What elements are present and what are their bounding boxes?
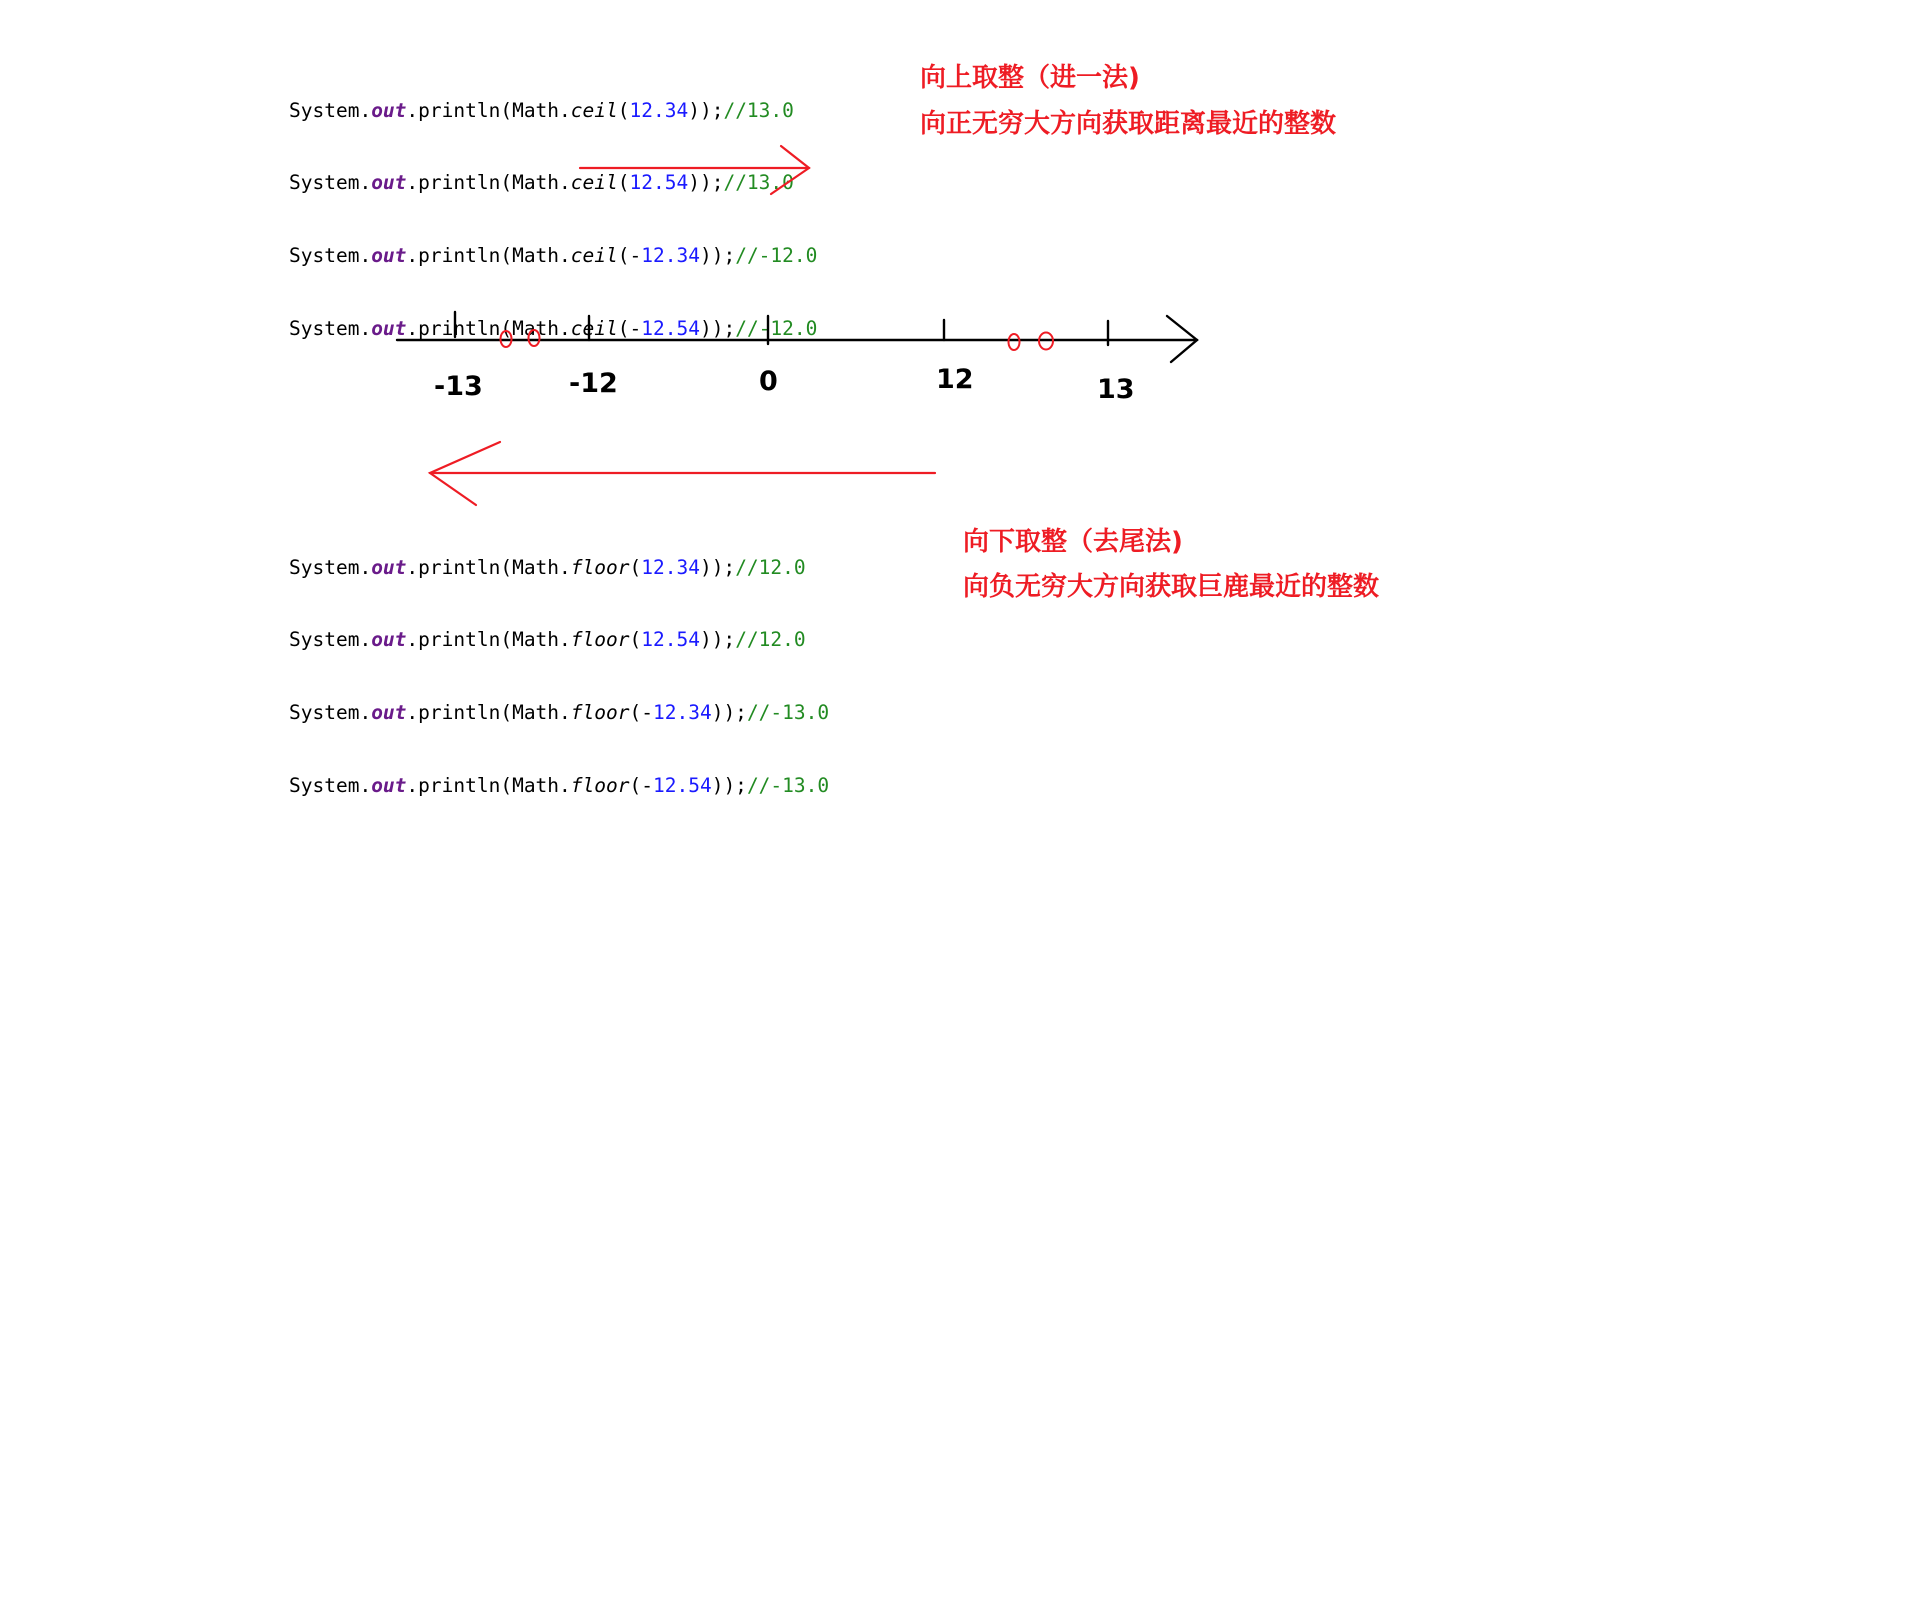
- code-line: System.out.println(Math.ceil(12.34));//13.0: [289, 98, 794, 122]
- code-line: System.out.println(Math.ceil(12.54));//13.0: [289, 171, 794, 195]
- code-line: System.out.println(Math.floor(-12.34));//-13.0: [289, 701, 830, 725]
- tick-label-minus-12: -12: [569, 368, 618, 399]
- tick-label-13: 13: [1097, 374, 1135, 405]
- tick-label-0: 0: [759, 366, 778, 397]
- floor-title: 向下取整（去尾法): [963, 527, 1183, 557]
- code-line: System.out.println(Math.floor(12.54));//12.0: [289, 628, 806, 652]
- floor-direction-arrow: [430, 442, 935, 505]
- tick-label-12: 12: [936, 364, 974, 395]
- code-line: System.out.println(Math.ceil(-12.54));//-12.0: [289, 317, 818, 341]
- code-line: System.out.println(Math.floor(12.34));//12.0: [289, 555, 806, 579]
- code-line: System.out.println(Math.ceil(-12.34));//-12.0: [289, 244, 818, 268]
- tick-label-minus-13: -13: [434, 371, 483, 402]
- ceil-title: 向上取整（进一法): [920, 63, 1140, 93]
- floor-description: 向负无穷大方向获取巨鹿最近的整数: [963, 572, 1380, 602]
- number-line-axis: [397, 316, 1197, 362]
- code-line: System.out.println(Math.floor(-12.54));//-13.0: [289, 774, 830, 798]
- marked-point-neg-12-34: [529, 330, 540, 346]
- ceil-description: 向正无穷大方向获取距离最近的整数: [920, 109, 1337, 139]
- marked-point-12-34: [1009, 334, 1020, 350]
- ceil-direction-arrow: [580, 146, 809, 194]
